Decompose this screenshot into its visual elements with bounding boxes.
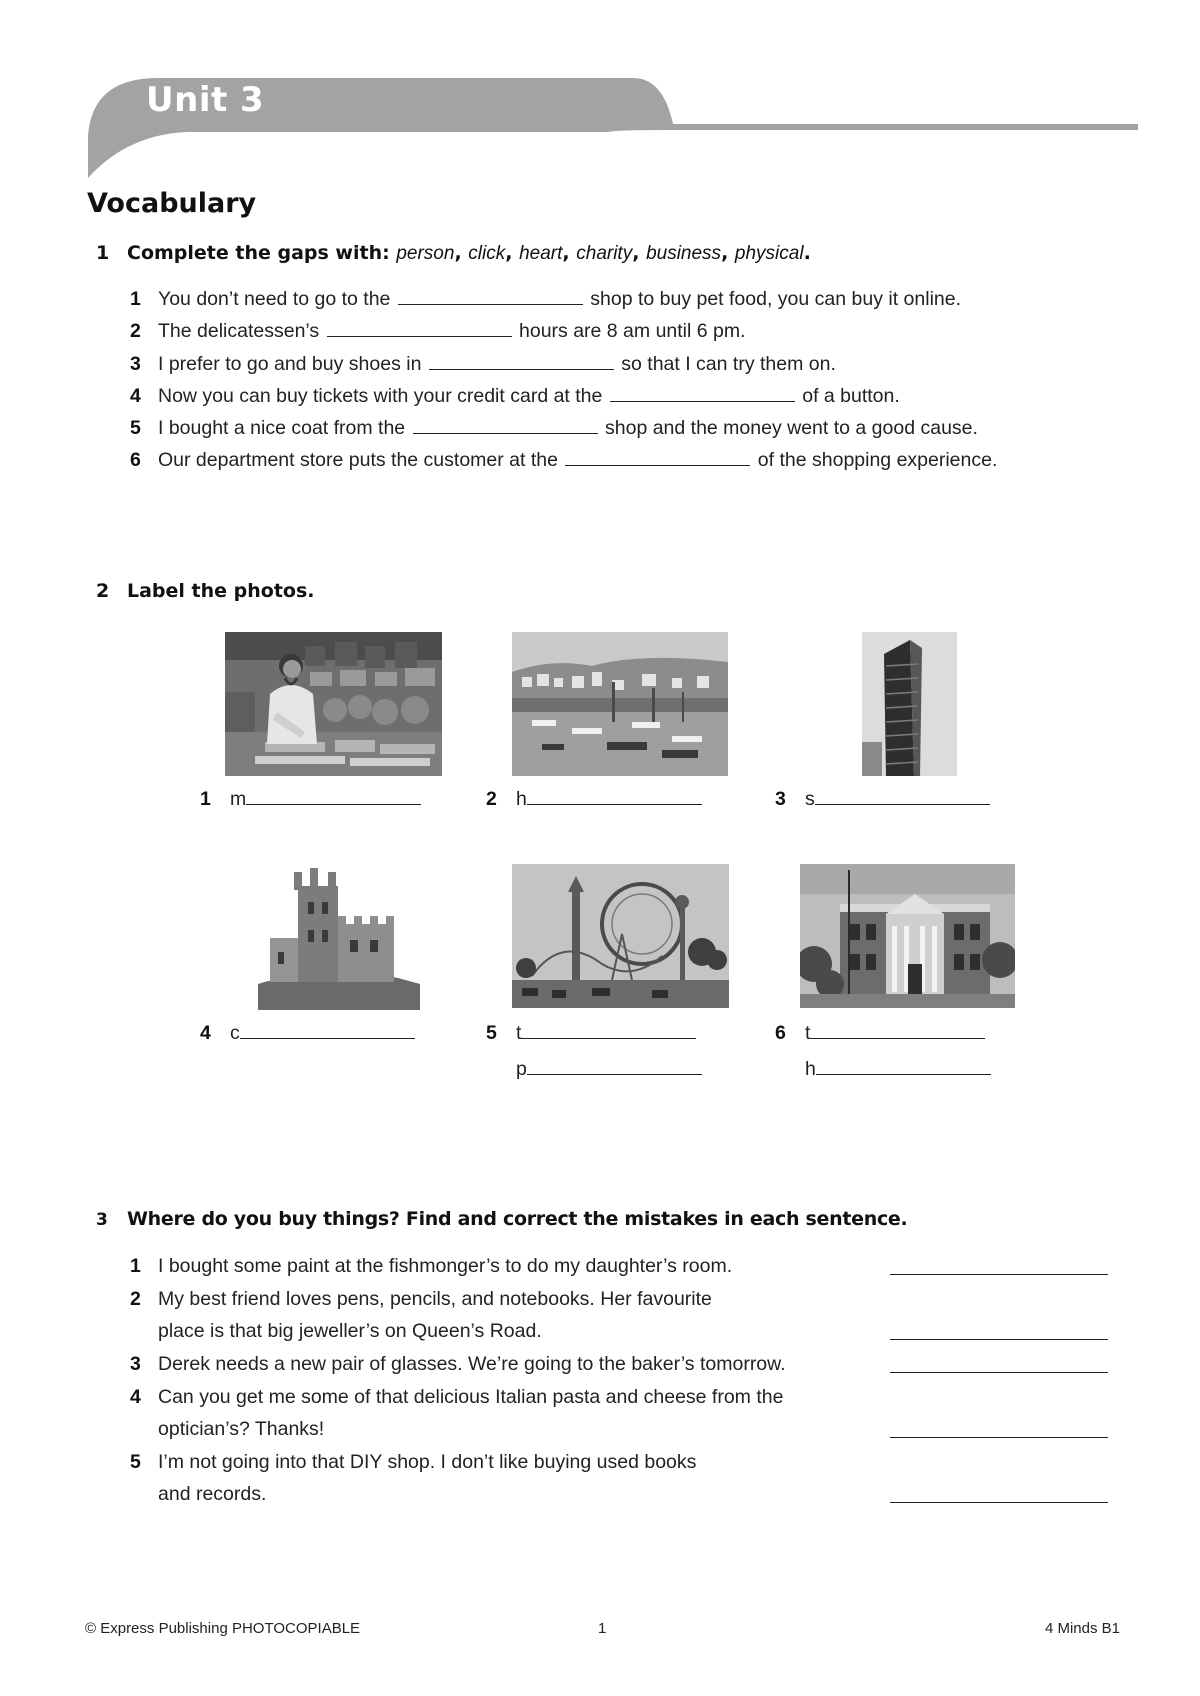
exercise-3-item: 3 Derek needs a new pair of glasses. We’re going to the baker’s tomorrow. (130, 1353, 786, 1375)
gap-line[interactable] (327, 318, 512, 337)
exercise-1-item: 5 I bought a nice coat from the shop and the money went to a good cause. (130, 417, 978, 439)
photo-market (225, 632, 442, 776)
footer-page-number: 1 (598, 1620, 607, 1637)
exercise-3-text: Where do you buy things? Find and correct the mistakes in each sentence. (127, 1208, 908, 1230)
gap-line[interactable] (398, 286, 583, 305)
correction-answer-line[interactable] (890, 1274, 1108, 1275)
word-bank-word: click (468, 243, 506, 264)
gap-line[interactable] (610, 383, 795, 402)
photo-label: 3 s (775, 786, 990, 812)
gap-line[interactable] (565, 447, 750, 466)
correction-answer-line[interactable] (890, 1502, 1108, 1503)
answer-line[interactable] (527, 788, 702, 805)
photo-skyscraper (862, 632, 957, 776)
correction-answer-line[interactable] (890, 1372, 1108, 1373)
exercise-3-number: 3 (96, 1210, 108, 1230)
answer-line[interactable] (240, 1022, 415, 1039)
exercise-1-item: 1 You don’t need to go to the shop to buy pet food, you can buy it online. (130, 288, 962, 310)
word-bank-word: person (396, 243, 455, 264)
photo-harbour (512, 632, 728, 776)
photo-label: 4 c (200, 1020, 415, 1046)
word-bank-word: business (646, 243, 722, 264)
exercise-1-item: 3 I prefer to go and buy shoes in so that I can try them on. (130, 353, 836, 375)
answer-line[interactable] (246, 788, 421, 805)
gap-line[interactable] (413, 415, 598, 434)
exercise-3-item: 1 I bought some paint at the fishmonger’s to do my daughter’s room. (130, 1255, 733, 1277)
photo-label: 5 t p (486, 1020, 702, 1082)
photo-label: 1 m (200, 786, 421, 812)
unit-title: Unit 3 (146, 80, 265, 120)
exercise-1-instruction: 1 Complete the gaps with: person, click, heart, charity, business, physical. (96, 242, 811, 264)
exercise-1-item: 2 The delicatessen’s hours are 8 am until 6 pm. (130, 320, 746, 342)
photo-label: 6 t h (775, 1020, 991, 1082)
correction-answer-line[interactable] (890, 1437, 1108, 1438)
footer-book-title: 4 Minds B1 (1044, 1620, 1120, 1637)
exercise-1-item: 4 Now you can buy tickets with your credit card at the of a button. (130, 385, 900, 407)
exercise-2-number: 2 (96, 580, 110, 602)
exercise-3-item: 5 I’m not going into that DIY shop. I don’t like buying used books and records. (130, 1451, 697, 1505)
photo-theme-park (512, 864, 729, 1008)
word-bank-word: physical (734, 243, 804, 264)
answer-line[interactable] (521, 1022, 696, 1039)
answer-line[interactable] (816, 1058, 991, 1075)
exercise-3-instruction (96, 1208, 907, 1230)
exercise-1-number: 1 (96, 242, 110, 264)
word-bank-word: charity (576, 243, 633, 264)
exercise-1-item: 6 Our department store puts the customer at the of the shopping experience. (130, 449, 998, 471)
footer-copyright: © Express Publishing PHOTOCOPIABLE (85, 1620, 361, 1637)
answer-line[interactable] (810, 1022, 985, 1039)
exercise-3-item: 2 My best friend loves pens, pencils, and notebooks. Her favourite place is that big jeweller’s on Queen’s Road. (130, 1288, 712, 1342)
exercise-2-instruction (96, 580, 315, 602)
word-bank-word: heart (519, 243, 563, 264)
photo-castle (258, 866, 420, 1010)
answer-line[interactable] (815, 788, 990, 805)
gap-line[interactable] (429, 351, 614, 370)
photo-label: 2 h (486, 786, 702, 812)
exercise-2-text: Label the photos. (127, 580, 315, 602)
correction-answer-line[interactable] (890, 1339, 1108, 1340)
photo-town-hall (800, 864, 1015, 1008)
exercise-1-text: Complete the gaps with: (127, 242, 390, 264)
section-title: Vocabulary (87, 188, 257, 219)
exercise-3-item: 4 Can you get me some of that delicious Italian pasta and cheese from the optician’s? Thanks! (130, 1386, 784, 1440)
answer-line[interactable] (527, 1058, 702, 1075)
